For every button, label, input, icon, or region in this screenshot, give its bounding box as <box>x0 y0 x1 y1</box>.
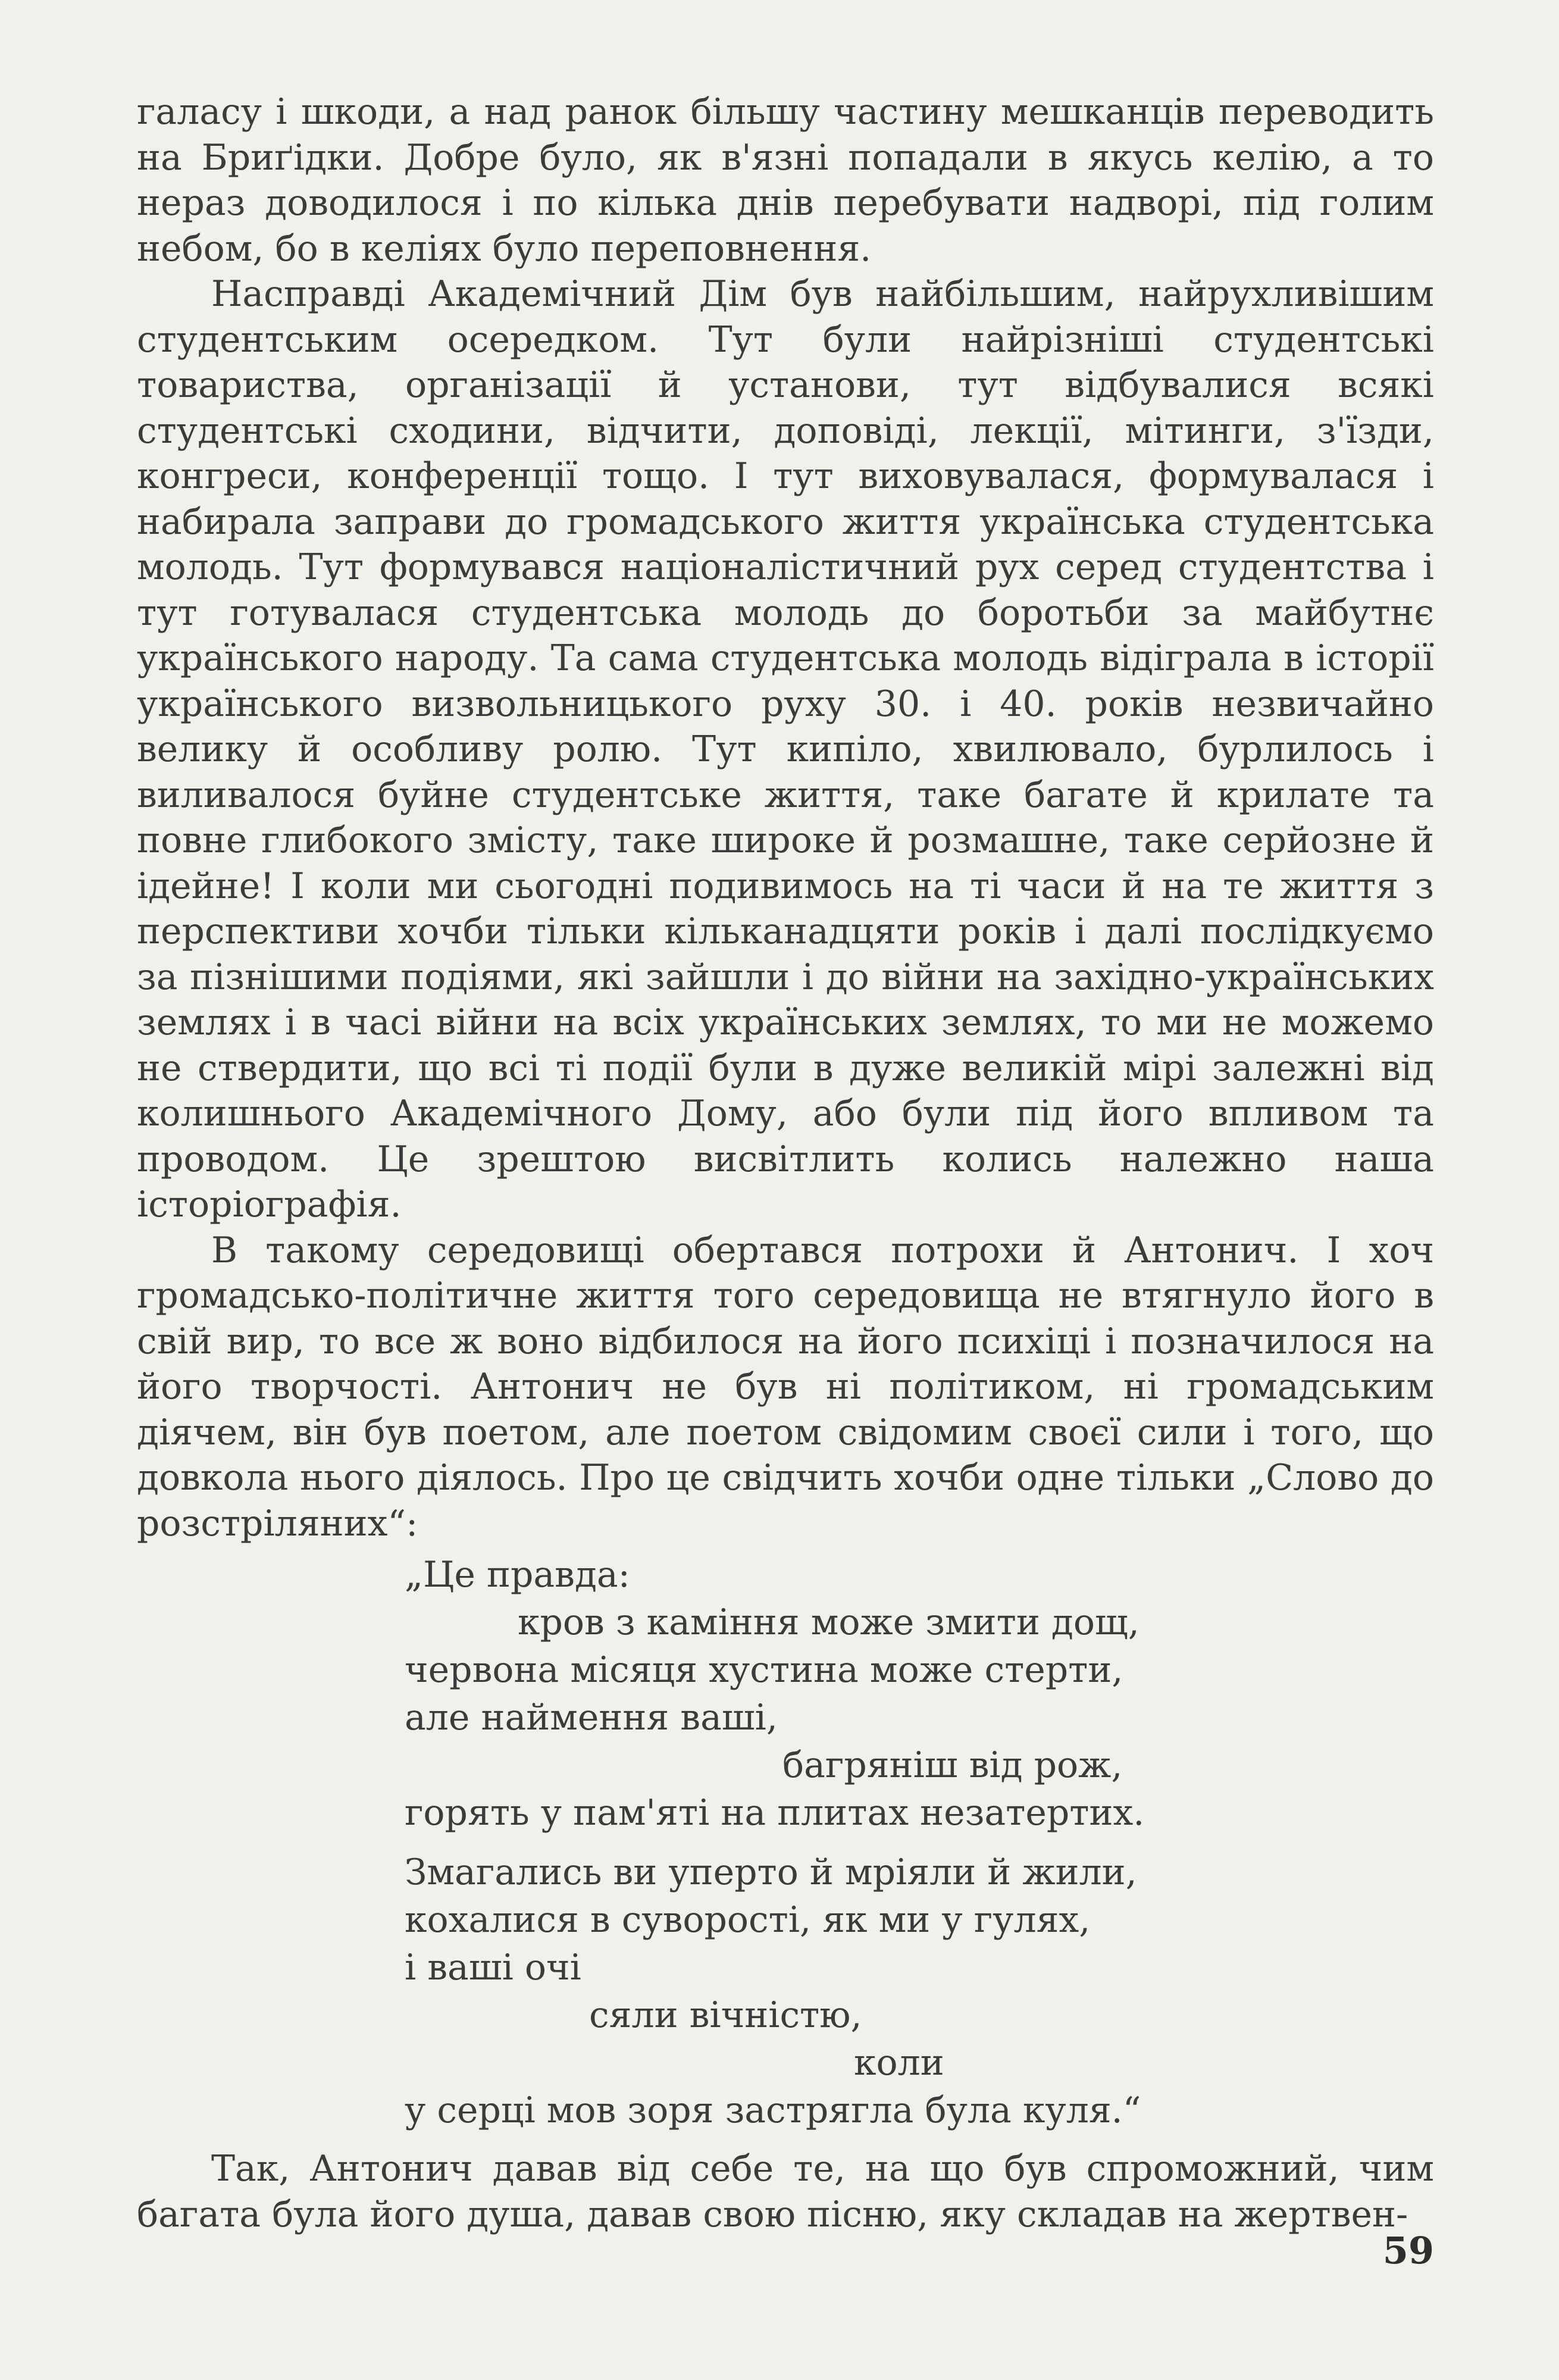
poem-line: кохалися в суворості, як ми у гулях, <box>405 1899 1091 1941</box>
page-number: 59 <box>1382 2229 1434 2272</box>
poem-line: але наймення ваші, <box>405 1697 778 1738</box>
poem-line: багряніш від рож, <box>782 1744 1123 1786</box>
book-page <box>137 89 1434 2291</box>
poem-line: кров з каміння може змити дощ, <box>518 1602 1139 1643</box>
poem-stanza-2 <box>137 1849 1434 2134</box>
poem-line: і ваші очі <box>405 1947 581 1988</box>
poem-stanza-1 <box>137 1551 1434 1837</box>
poem-line: сяли вічністю, <box>589 1994 862 2036</box>
paragraph-2: Насправді Академічний Дім був найбільшим, найрухливішим студентським осередком. Тут були найрізніші студентські товариства, організації й установи, тут відбувалися всякі студентські сходини, відчити, доповіді, лекції, мітинги, з'їзди, конгреси, конференції тощо. І тут виховувалася, формувалася і набирала заправи до громадського життя українська студентська молодь. Тут формувався націоналістичний рух серед студентства і тут готувалася студентська молодь до боротьби за майбутнє українського народу. Та сама студентська молодь відіграла в історії українського визвольницького руху 30. і 40. років незвичайно велику й особливу ролю. Тут кипіло, хвилювало, бурлилось і виливалося буйне студентське життя, таке багате й крилате та повне глибокого змісту, таке широке й розмашне, таке серйозне й ідейне! І коли ми сьогодні подивимось на ті часи й на те життя з перспективи хочби тільки кільканадцяти років і далі послідкуємо за пізнішими подіями, які зайшли і до війни на західно-українських землях і в часі війни на всіх українських землях, то ми не можемо не ствердити, що всі ті події були в дуже великій мірі залежні від колишнього Академічного Дому, або були під його впливом та проводом. Це зрештою висвітлить колись належно наша історіографія. <box>137 273 1434 1225</box>
poem-line: Змагались ви уперто й мріяли й жили, <box>405 1852 1137 1893</box>
paragraph-1: галасу і шкоди, а над ранок більшу частину мешканців переводить на Бриґідки. Добре було, як в'язні попадали в якусь келію, а то нераз доводилося і по кілька днів перебувати надворі, під голим небом, бо в келіях було переповнення. <box>137 91 1434 270</box>
poem-quote <box>137 1551 1434 2134</box>
poem-line: горять у пам'яті на плитах незатертих. <box>405 1792 1145 1834</box>
poem-line: у серці мов зоря застрягла була куля.“ <box>405 2090 1141 2131</box>
paragraph-closing: Так, Антонич давав від себе те, на що був спроможний, чим багата була його душа, давав свою пісню, яку складав на жертвен- <box>137 2148 1434 2235</box>
poem-line: коли <box>854 2042 944 2084</box>
poem-line: червона місяця хустина може стерти, <box>405 1649 1123 1691</box>
poem-line: „Це правда: <box>405 1554 630 1596</box>
paragraph-3: В такому середовищі обертався потрохи й Антонич. І хоч громадсько-політичне життя того середовища не втягнуло його в свій вир, то все ж воно відбилося на його психіці і позначилося на його творчості. Антонич не був ні політиком, ні громадським діячем, він був поетом, але поетом свідомим своєї сили і того, що довкола нього діялось. Про це свідчить хочби одне тільки „Слово до розстріляних“: <box>137 1229 1434 1544</box>
